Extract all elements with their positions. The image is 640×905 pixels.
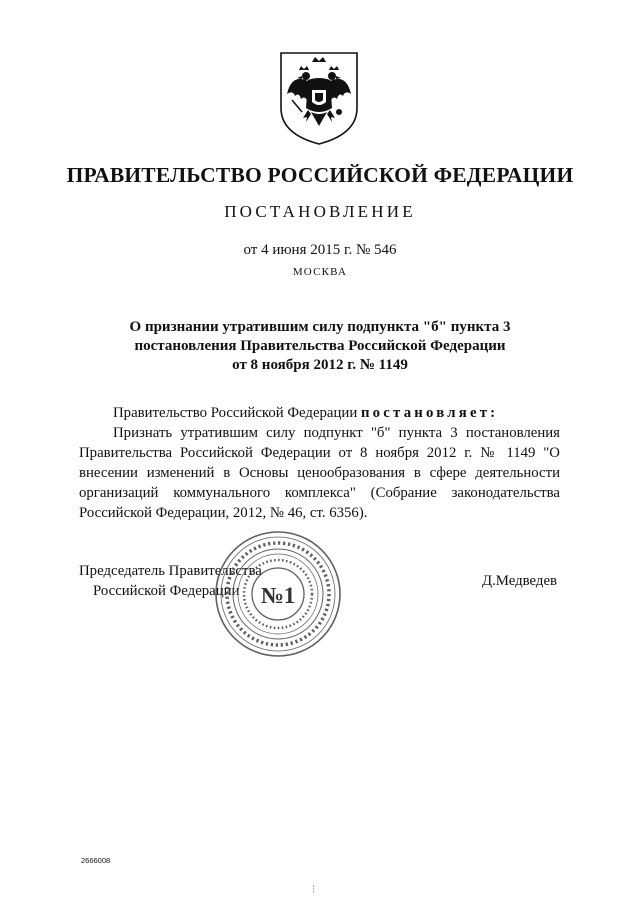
document-type: ПОСТАНОВЛЕНИЕ xyxy=(224,202,416,221)
seal-number: №1 xyxy=(260,583,296,608)
government-title: ПРАВИТЕЛЬСТВО РОССИЙСКОЙ ФЕДЕРАЦИИ xyxy=(66,163,574,187)
signatory-name: Д.Медведев xyxy=(482,573,558,589)
document-date-number: от 4 июня 2015 г. № 546 xyxy=(243,242,397,258)
document-body xyxy=(79,403,560,523)
document-code: 2666008 xyxy=(81,856,111,865)
footer-divider-mark xyxy=(313,885,315,893)
lead-decree-word: постановляет: xyxy=(360,405,499,421)
official-seal-stamp xyxy=(213,529,343,659)
heading-line: от 8 ноября 2012 г. № 1149 xyxy=(232,357,408,373)
body-paragraph: Признать утратившим силу подпункт "б" пункта 3 постановления Правительства Российской Федерации от 8 ноября 2012 г. № 1149 "О внесении изменений в Основы ценообразования в сфере деятельности организаций коммунального комплекса" (Собрание законодательства Российской Федерации, 2012, № 46, ст. 6356). xyxy=(79,425,560,521)
heading-line: постановления Правительства Российской Федерации xyxy=(134,338,506,354)
signatory-title-line1: Председатель Правительства xyxy=(79,563,262,579)
lead-text: Правительство Российской Федерации xyxy=(113,405,361,421)
signatory-title-line2: Российской Федерации xyxy=(93,583,240,599)
coat-of-arms-emblem xyxy=(278,50,360,146)
heading-line: О признании утратившим силу подпункта "б" пункта 3 xyxy=(129,319,511,335)
body-lead xyxy=(79,403,560,423)
document-city: МОСКВА xyxy=(292,266,348,278)
document-heading xyxy=(80,318,560,375)
